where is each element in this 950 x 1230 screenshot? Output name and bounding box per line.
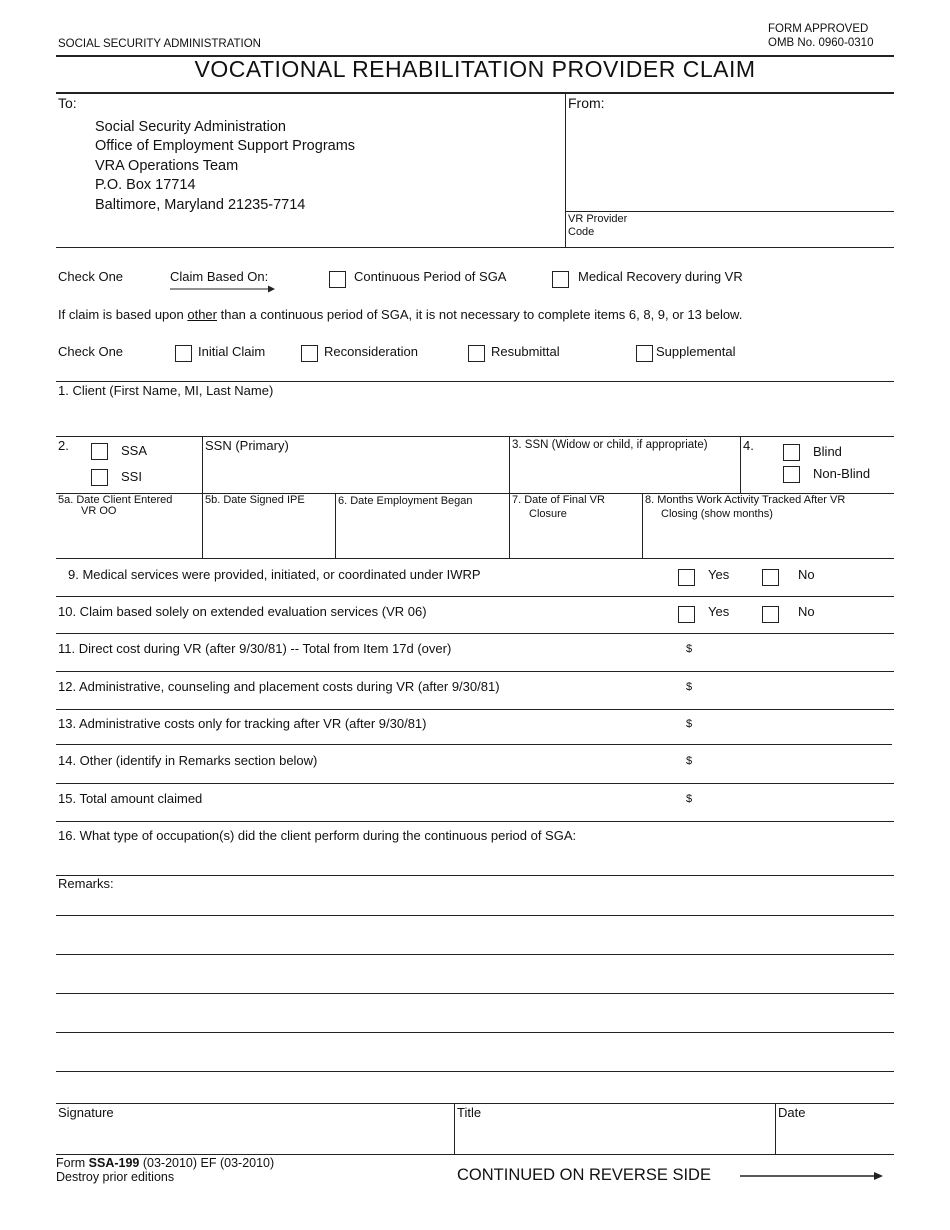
- item-9-yes-label: Yes: [708, 567, 730, 582]
- reconsideration-label: Reconsideration: [324, 344, 418, 359]
- date-field[interactable]: [778, 1122, 892, 1152]
- from-label: From:: [568, 95, 605, 111]
- initial-claim-label: Initial Claim: [198, 344, 266, 359]
- divider-740: [740, 436, 741, 494]
- note-prefix: If claim is based upon: [58, 307, 188, 322]
- divider-642: [642, 493, 643, 558]
- ssn-primary-field[interactable]: [205, 455, 505, 491]
- checkbox-item-10-yes[interactable]: [678, 606, 695, 623]
- resubmittal-label: Resubmittal: [491, 344, 560, 359]
- form-prefix: Form: [56, 1156, 89, 1170]
- item-14-label: 14. Other (identify in Remarks section below): [58, 753, 318, 768]
- checkbox-ssi[interactable]: [91, 469, 108, 486]
- item-7-label-2: Closure: [529, 508, 567, 520]
- item-9-label: 9. Medical services were provided, initiated, or coordinated under IWRP: [68, 567, 481, 582]
- divider-509: [509, 436, 510, 558]
- title-label: Title: [457, 1105, 482, 1120]
- checkbox-item-9-no[interactable]: [762, 569, 779, 586]
- supplemental-label: Supplemental: [656, 344, 736, 359]
- item-6-label: 6. Date Employment Began: [338, 495, 473, 507]
- date-final-vr-closure-field[interactable]: [512, 524, 638, 556]
- remarks-line: [56, 1032, 894, 1033]
- rule-709: [56, 709, 894, 710]
- remarks-line: [56, 993, 894, 994]
- rule-783: [56, 783, 894, 784]
- item-12-dollar: $: [686, 681, 693, 693]
- check-one-label: Check One: [58, 269, 124, 284]
- item-12-amount-field[interactable]: [696, 676, 892, 706]
- occupation-field[interactable]: [58, 846, 892, 874]
- divider-335: [335, 493, 336, 558]
- item-13-dollar: $: [686, 718, 693, 730]
- remarks-line: [56, 954, 894, 955]
- blind-label: Blind: [813, 444, 842, 459]
- rule-671: [56, 671, 894, 672]
- item-15-label: 15. Total amount claimed: [58, 791, 203, 806]
- item-10-label: 10. Claim based solely on extended evaluation services (VR 06): [58, 604, 427, 619]
- arrow-right-icon: [170, 284, 276, 294]
- address-block-bottom-rule: [56, 247, 894, 248]
- item-5a-label-2: VR OO: [81, 505, 117, 517]
- item-15-dollar: $: [686, 793, 693, 805]
- item-8-label: 8. Months Work Activity Tracked After VR: [645, 494, 846, 506]
- title-field[interactable]: [457, 1122, 771, 1152]
- arrow-right-icon: [740, 1170, 884, 1182]
- item-10-yes-label: Yes: [708, 604, 730, 619]
- rule-436: [56, 436, 894, 437]
- address-line: P.O. Box 17714: [95, 177, 196, 193]
- form-title: VOCATIONAL REHABILITATION PROVIDER CLAIM: [194, 56, 756, 82]
- divider-775: [775, 1103, 776, 1154]
- claim-based-on-label: Claim Based On:: [170, 269, 269, 284]
- ssi-label: SSI: [121, 469, 142, 484]
- checkbox-non-blind[interactable]: [783, 466, 800, 483]
- continued-reverse-label: CONTINUED ON REVERSE SIDE: [457, 1166, 711, 1184]
- title-rule: [56, 92, 894, 94]
- item-11-dollar: $: [686, 643, 693, 655]
- remarks-field[interactable]: [58, 893, 892, 1071]
- item-10-no-label: No: [798, 604, 815, 619]
- from-field[interactable]: [567, 112, 893, 210]
- item-7-label: 7. Date of Final VR: [512, 494, 605, 506]
- non-blind-label: Non-Blind: [813, 466, 871, 481]
- ssn-primary-label: SSN (Primary): [205, 438, 289, 453]
- checkbox-blind[interactable]: [783, 444, 800, 461]
- item-11-label: 11. Direct cost during VR (after 9/30/81) -- Total from Item 17d (over): [58, 641, 452, 656]
- form-edition: (03-2010) EF (03-2010): [139, 1156, 275, 1170]
- signature-field[interactable]: [58, 1122, 450, 1152]
- remarks-line: [56, 915, 894, 916]
- rule-821: [56, 821, 894, 822]
- checkbox-medical-recovery[interactable]: [552, 271, 569, 288]
- form-number: SSA-199: [88, 1156, 140, 1170]
- item-9-no-label: No: [798, 567, 815, 582]
- note-suffix: than a continuous period of SGA, it is not necessary to complete items 6, 8, 9, or 13 below.: [217, 307, 743, 322]
- rule-1154: [56, 1154, 894, 1155]
- provider-code-field[interactable]: [630, 214, 892, 246]
- item-14-amount-field[interactable]: [696, 750, 892, 780]
- omb-number: OMB No. 0960-0310: [768, 37, 874, 49]
- signature-label: Signature: [58, 1105, 114, 1120]
- item-11-amount-field[interactable]: [696, 638, 892, 668]
- item-14-dollar: $: [686, 755, 693, 767]
- date-label: Date: [778, 1105, 806, 1120]
- form-approved: FORM APPROVED: [768, 23, 869, 35]
- rule-596: [56, 596, 894, 597]
- item-3-label: 3. SSN (Widow or child, if appropriate): [512, 439, 708, 451]
- item-1-label: 1. Client (First Name, MI, Last Name): [58, 383, 274, 398]
- ssa-label: SSA: [121, 443, 148, 458]
- rule-744: [56, 744, 892, 745]
- claim-basis-note: [58, 308, 742, 323]
- to-label: To:: [58, 95, 77, 111]
- agency-name: SOCIAL SECURITY ADMINISTRATION: [58, 38, 261, 50]
- date-entered-vr-field[interactable]: [58, 520, 198, 556]
- item-12-label: 12. Administrative, counseling and placement costs during VR (after 9/30/81): [58, 679, 500, 694]
- remarks-line: [56, 1071, 894, 1072]
- rule-633: [56, 633, 894, 634]
- item-8-label-2: Closing (show months): [661, 508, 773, 520]
- remarks-label: Remarks:: [58, 876, 114, 891]
- item-5b-label: 5b. Date Signed IPE: [205, 494, 305, 506]
- checkbox-ssa[interactable]: [91, 443, 108, 460]
- provider-code-label: VR Provider: [568, 213, 628, 225]
- item-5a-label: 5a. Date Client Entered: [58, 494, 173, 506]
- address-line: Social Security Administration: [95, 119, 286, 135]
- medical-recovery-label: Medical Recovery during VR: [578, 269, 743, 284]
- rule-1103: [56, 1103, 894, 1104]
- item-16-label: 16. What type of occupation(s) did the client perform during the continuous period of SGA:: [58, 828, 577, 843]
- checkbox-item-10-no[interactable]: [762, 606, 779, 623]
- months-tracked-field[interactable]: [645, 524, 892, 556]
- checkbox-resubmittal[interactable]: [468, 345, 485, 362]
- form-number-line: [56, 1156, 274, 1170]
- continuous-sga-label: Continuous Period of SGA: [354, 269, 507, 284]
- address-line: VRA Operations Team: [95, 158, 239, 174]
- item-13-amount-field[interactable]: [696, 713, 892, 743]
- item-4-label: 4.: [743, 438, 754, 453]
- ssn-widow-child-field[interactable]: [512, 455, 737, 491]
- divider-202: [202, 436, 203, 558]
- checkbox-reconsideration[interactable]: [301, 345, 318, 362]
- provider-code-label-2: Code: [568, 226, 595, 238]
- checkbox-continuous-sga[interactable]: [329, 271, 346, 288]
- provider-code-rule: [565, 211, 894, 212]
- note-other: other: [187, 307, 217, 322]
- date-employment-began-field[interactable]: [338, 520, 506, 556]
- check-one-label-2: Check One: [58, 344, 124, 359]
- checkbox-supplemental[interactable]: [636, 345, 653, 362]
- rule-875: [56, 875, 894, 876]
- item-15-amount-field[interactable]: [696, 788, 892, 818]
- checkbox-initial-claim[interactable]: [175, 345, 192, 362]
- checkbox-item-9-yes[interactable]: [678, 569, 695, 586]
- divider-454: [454, 1103, 455, 1154]
- address-line: Office of Employment Support Programs: [95, 138, 356, 154]
- date-signed-ipe-field[interactable]: [205, 520, 331, 556]
- destroy-note: Destroy prior editions: [56, 1170, 175, 1184]
- rule-558: [56, 558, 894, 559]
- item-2-label: 2.: [58, 438, 69, 453]
- item-13-label: 13. Administrative costs only for tracking after VR (after 9/30/81): [58, 716, 427, 731]
- to-from-divider: [565, 93, 566, 247]
- rule-381: [56, 381, 894, 382]
- client-name-field[interactable]: [58, 400, 892, 434]
- address-line: Baltimore, Maryland 21235-7714: [95, 197, 306, 213]
